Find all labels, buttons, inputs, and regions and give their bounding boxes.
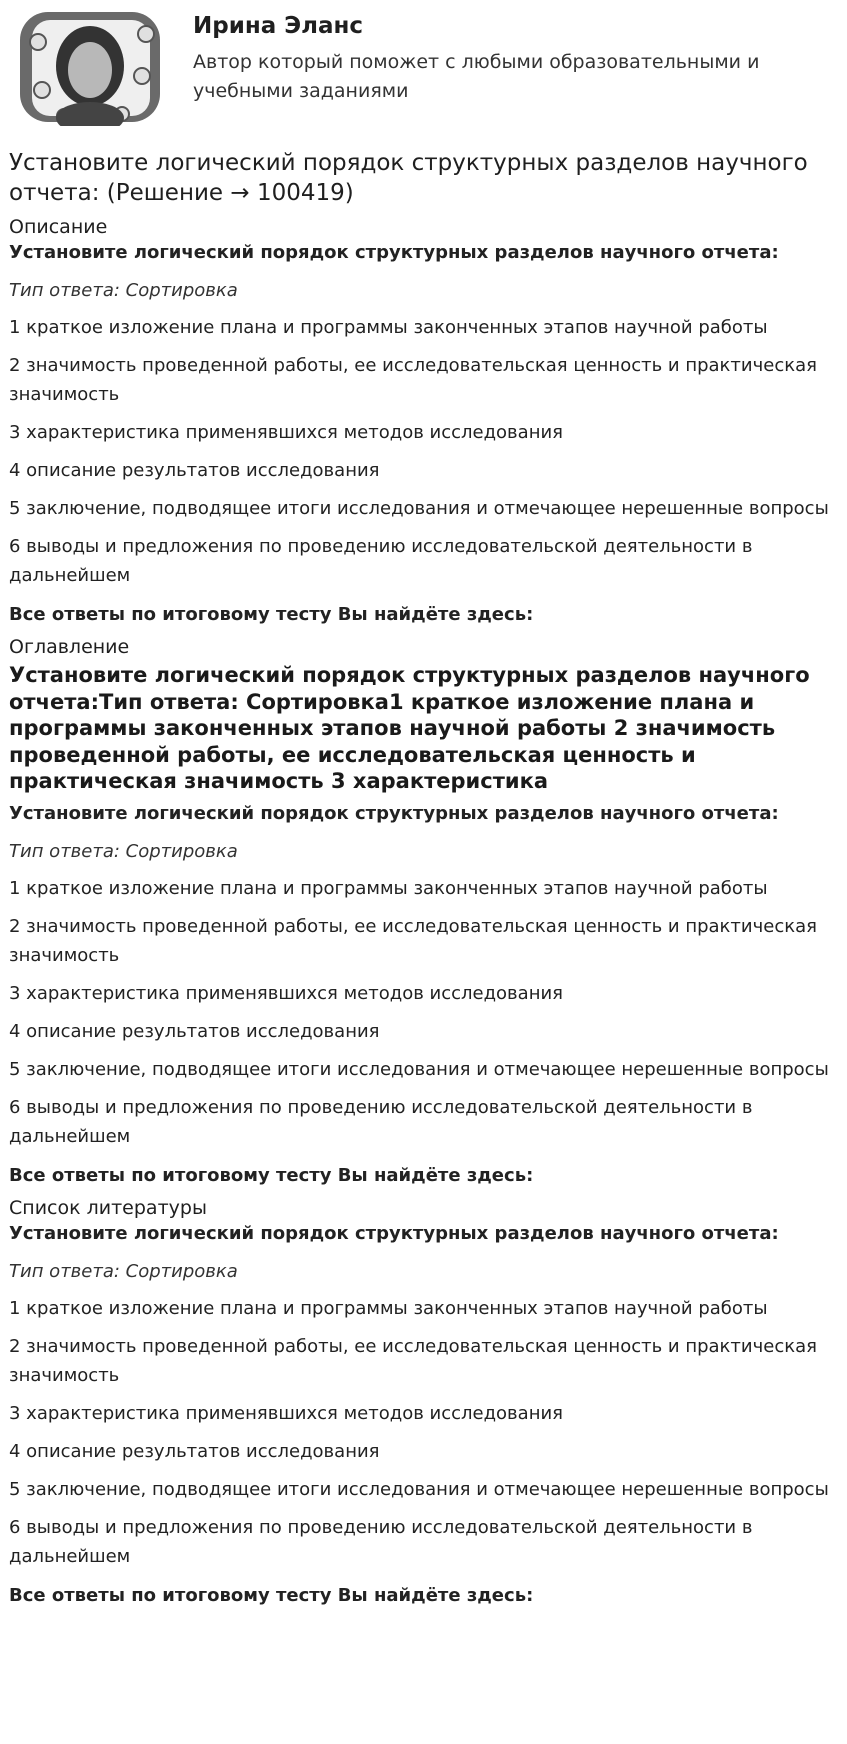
question-option: 1 краткое изложение плана и программы законченных этапов научной работы bbox=[9, 1297, 768, 1319]
answers-link[interactable]: Все ответы по итоговому тесту Вы найдёте здесь: bbox=[9, 1584, 534, 1606]
question-text: Установите логический порядок структурных разделов научного отчета: bbox=[9, 802, 779, 824]
author-card bbox=[9, 0, 838, 140]
question-option: 5 заключение, подводящее итоги исследования и отмечающее нерешенные вопросы bbox=[9, 498, 829, 519]
question-option: 3 характеристика применявшихся методов исследования bbox=[9, 1402, 563, 1424]
question-option: 6 выводы и предложения по проведению исследовательской деятельности в дальнейшем bbox=[9, 1096, 753, 1147]
author-description: Автор который поможет с любыми образовательными и учебными заданиями bbox=[193, 51, 760, 102]
answers-link[interactable]: Все ответы по итоговому тесту Вы найдёте здесь: bbox=[9, 604, 534, 625]
question-option: 3 характеристика применявшихся методов исследования bbox=[9, 422, 563, 443]
question-type: Тип ответа: Сортировка bbox=[9, 1260, 238, 1282]
references-section bbox=[9, 1195, 838, 1609]
question-option: 1 краткое изложение плана и программы законченных этапов научной работы bbox=[9, 877, 768, 899]
answers-link[interactable]: Все ответы по итоговому тесту Вы найдёте здесь: bbox=[9, 1164, 534, 1186]
question-option: 4 описание результатов исследования bbox=[9, 1020, 380, 1042]
question-option: 3 характеристика применявшихся методов исследования bbox=[9, 982, 563, 1004]
question-option: 4 описание результатов исследования bbox=[9, 1440, 380, 1462]
author-avatar[interactable] bbox=[18, 6, 164, 126]
question-option: 6 выводы и предложения по проведению исследовательской деятельности в дальнейшем bbox=[9, 536, 753, 586]
question-option: 5 заключение, подводящее итоги исследования и отмечающее нерешенные вопросы bbox=[9, 1478, 829, 1500]
question-text: Установите логический порядок структурных разделов научного отчета: bbox=[9, 1222, 779, 1244]
question-option: 6 выводы и предложения по проведению исследовательской деятельности в дальнейшем bbox=[9, 1516, 753, 1567]
section-label-description: Описание bbox=[9, 216, 108, 238]
page-title: Установите логический порядок структурных разделов научного отчета: (Решение → 100419) bbox=[9, 150, 808, 206]
question-option: 2 значимость проведенной работы, ее исследовательская ценность и практическая значимость bbox=[9, 355, 817, 405]
section-label-toc: Оглавление bbox=[9, 636, 130, 658]
description-section bbox=[9, 214, 838, 628]
question-option: 2 значимость проведенной работы, ее исследовательская ценность и практическая значимость bbox=[9, 1335, 817, 1386]
question-text: Установите логический порядок структурных разделов научного отчета: bbox=[9, 242, 779, 263]
question-type: Тип ответа: Сортировка bbox=[9, 280, 238, 301]
question-option: 1 краткое изложение плана и программы законченных этапов научной работы bbox=[9, 317, 768, 338]
question-option: 5 заключение, подводящее итоги исследования и отмечающее нерешенные вопросы bbox=[9, 1058, 829, 1080]
question-type: Тип ответа: Сортировка bbox=[9, 840, 238, 862]
question-option: 2 значимость проведенной работы, ее исследовательская ценность и практическая значимость bbox=[9, 915, 817, 966]
question-option: 4 описание результатов исследования bbox=[9, 460, 380, 481]
toc-section bbox=[9, 634, 838, 1189]
toc-heading: Установите логический порядок структурных разделов научного отчета:Тип ответа: Сортировка1 краткое изложение плана и программы законченных этапов научной работы 2 значимость проведенной работы, ее исследовательская ценность и практическая значимость 3 характеристика bbox=[9, 663, 810, 793]
section-label-references: Список литературы bbox=[9, 1196, 207, 1219]
author-name[interactable]: Ирина Эланс bbox=[193, 13, 364, 39]
